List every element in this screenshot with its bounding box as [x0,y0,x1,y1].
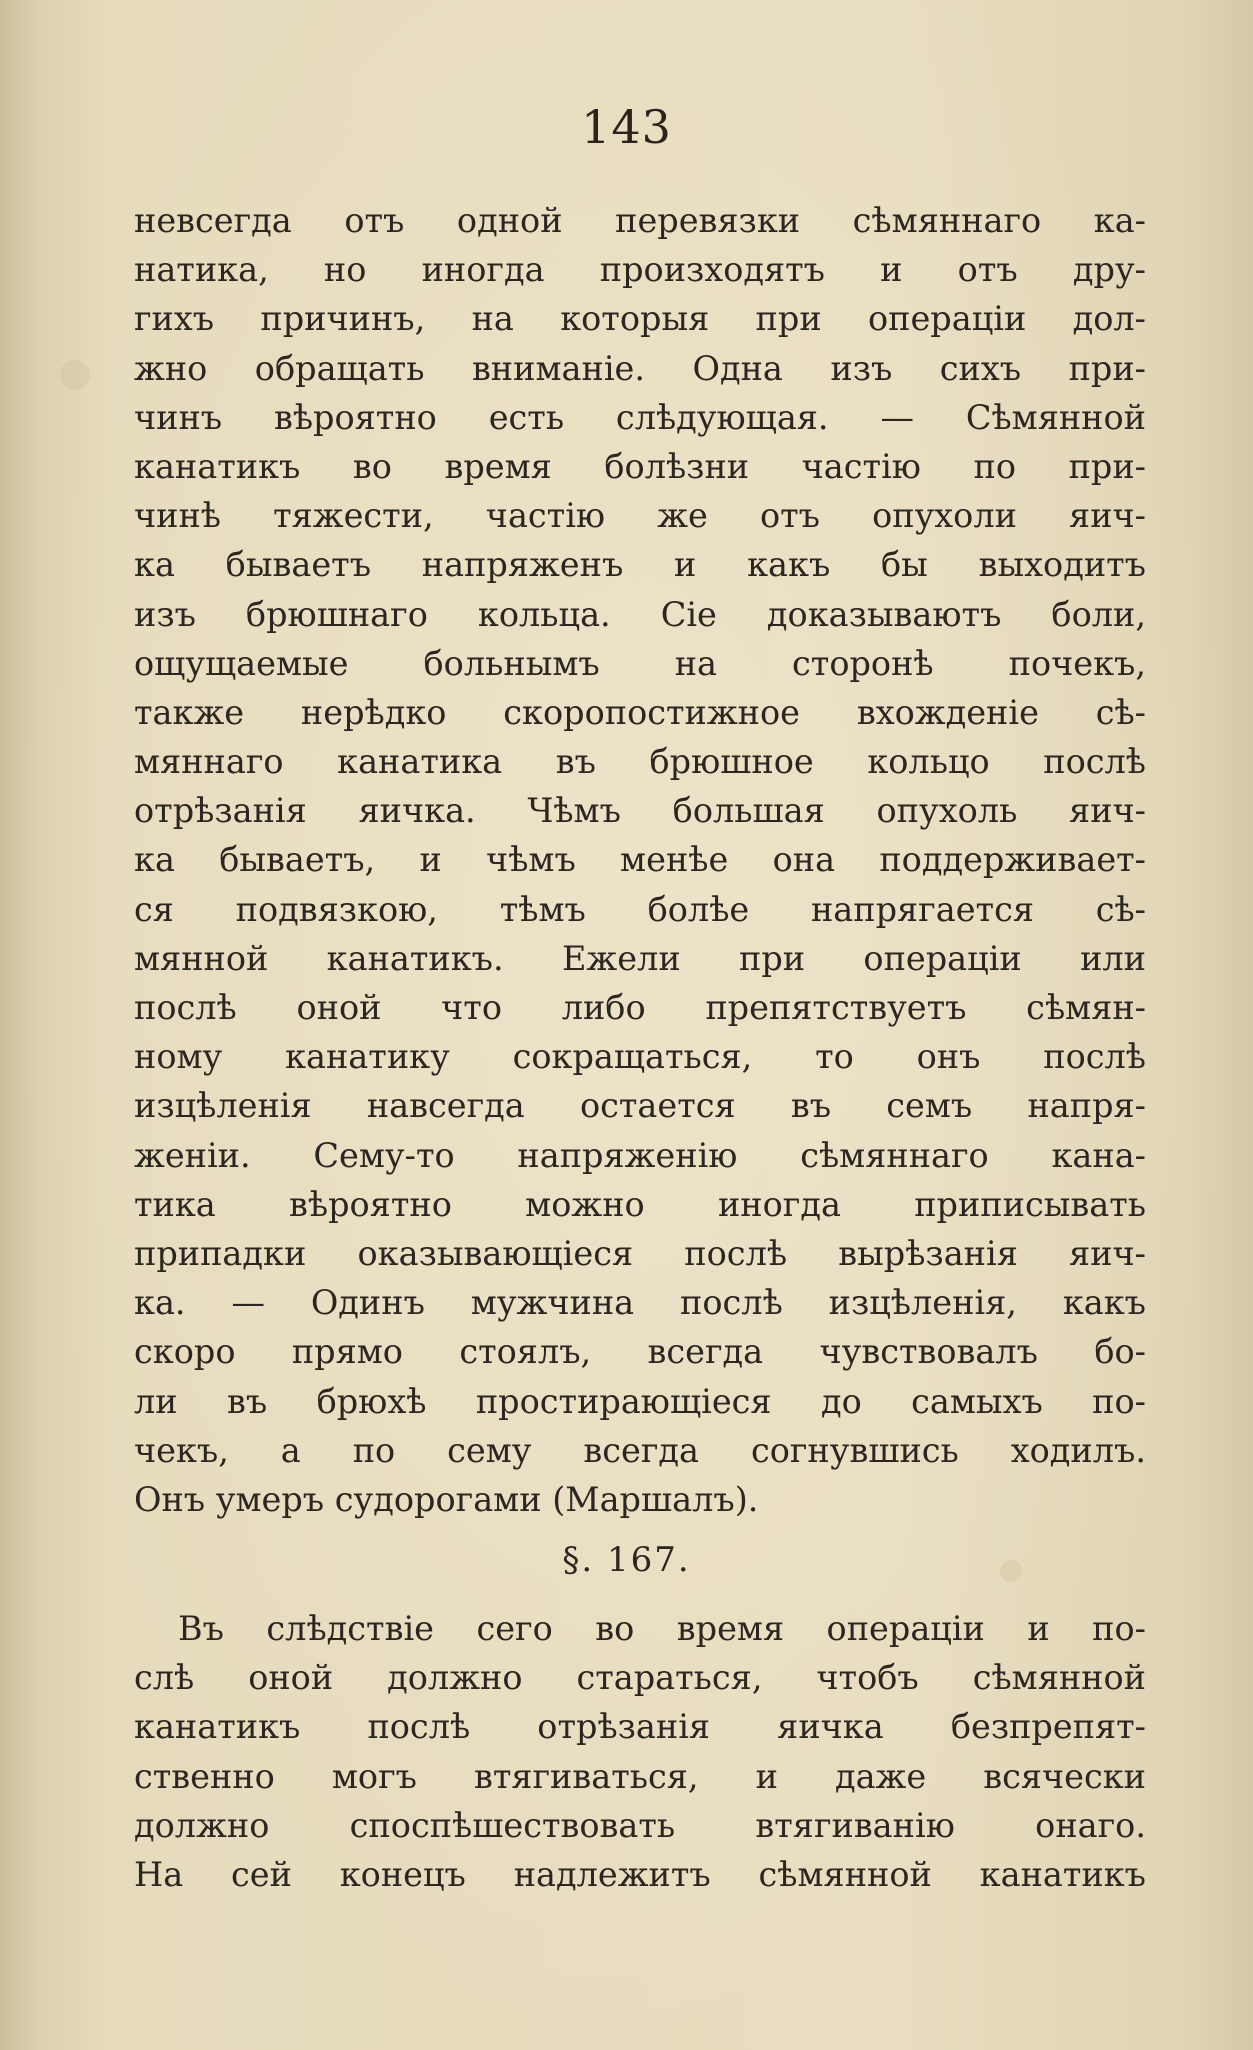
text-line: ка. — Одинъ мужчина послѣ изцѣленія, какъ [134,1283,1146,1323]
paragraph-1 [134,196,1146,1524]
text-line: ка бываетъ, и чѣмъ менѣе она поддерживает- [134,840,1146,880]
text-line: изцѣленія навсегда остается въ семъ напря- [134,1086,1146,1126]
text-line: ся подвязкою, тѣмъ болѣе напрягается сѣ- [134,889,1146,929]
text-line: мяннаго канатика въ брюшное кольцо послѣ [134,742,1146,782]
text-line: Онъ умеръ судорогами (Маршалъ). [134,1479,759,1519]
text-line: невсегда отъ одной перевязки сѣмяннаго ка- [134,201,1146,240]
text-line: отрѣзанія яичка. Чѣмъ большая опухоль яич- [134,791,1146,831]
text-line: гихъ причинъ, на которыя при операціи дол- [134,299,1146,339]
text-line: ка бываетъ напряженъ и какъ бы выходитъ [134,545,1146,585]
text-line: канатикъ во время болѣзни частію по при- [134,446,1146,486]
text-line: натика, но иногда произходятъ и отъ дру- [134,250,1146,290]
text-line: тика вѣроятно можно иногда приписывать [134,1184,1146,1224]
text-line: также нерѣдко скоропостижное вхожденіе сѣ- [134,692,1146,732]
text-line: женіи. Сему-то напряженію сѣмяннаго кана- [134,1135,1146,1175]
text-line: припадки оказывающіеся послѣ вырѣзанія яич- [134,1233,1146,1273]
paragraph-2 [134,1604,1146,1899]
page-number: 143 [581,100,672,154]
text-line: слѣ оной должно стараться, чтобъ сѣмянной [134,1658,1146,1698]
text-line: Въ слѣдствіе сего во время операціи и по- [178,1609,1146,1648]
text-line: должно споспѣшествовать втягиванію онаго. [134,1805,1146,1845]
text-line: ли въ брюхѣ простирающіеся до самыхъ по- [134,1381,1146,1421]
text-line: ощущаемые больнымъ на сторонѣ почекъ, [134,643,1146,683]
text-line: ному канатику сокращаться, то онъ послѣ [134,1037,1146,1077]
section-heading: §. 167. [562,1540,691,1580]
text-line: На сей конецъ надлежитъ сѣмянной канатикъ [134,1854,1146,1894]
text-line: скоро прямо стоялъ, всегда чувствовалъ бо- [134,1332,1146,1372]
paper-stain [60,360,90,390]
text-line: изъ брюшнаго кольца. Сіе доказываютъ боли, [134,594,1146,634]
text-line: чинъ вѣроятно есть слѣдующая. — Сѣмянной [134,397,1146,437]
text-line: послѣ оной что либо препятствуетъ сѣмян- [134,988,1146,1027]
text-line: чекъ, а по сему всегда согнувшись ходилъ. [134,1430,1146,1470]
text-line: канатикъ послѣ отрѣзанія яичка безпрепят- [134,1707,1146,1747]
text-line: ственно могъ втягиваться, и даже всячески [134,1756,1146,1796]
text-line: чинѣ тяжести, частію же отъ опухоли яич- [134,496,1146,536]
text-line: мянной канатикъ. Ежели при операціи или [134,938,1146,978]
text-line: жно обращать вниманіе. Одна изъ сихъ при- [134,348,1146,388]
